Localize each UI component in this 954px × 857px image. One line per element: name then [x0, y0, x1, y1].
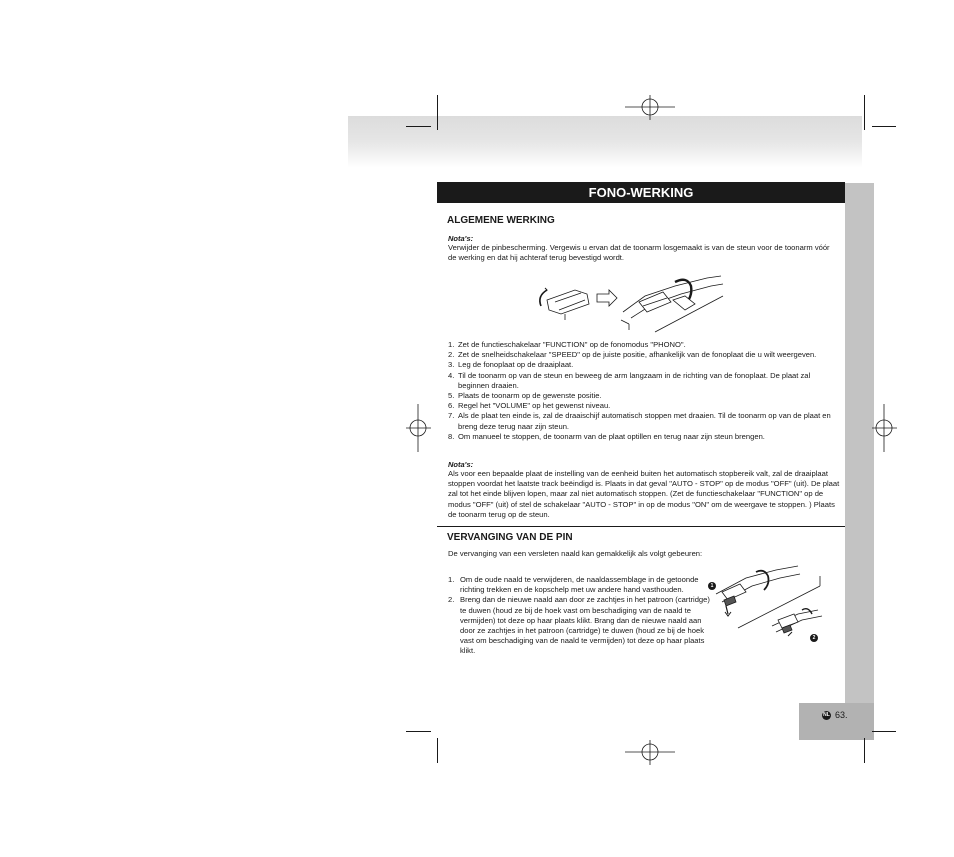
nota2-label: Nota's:: [448, 460, 474, 469]
section-title: FONO-WERKING: [437, 182, 845, 203]
list-item: 5. Plaats de toonarm op de gewenste positie.: [448, 391, 602, 401]
figure-label-1: 1: [710, 583, 714, 589]
section-divider: [437, 526, 845, 527]
nota-text: Verwijder de pinbescherming. Vergewis u ervan dat de toonarm losgemaakt is van de steun voor de toonarm vóór de werking en dat hij achteraf terug bevestigd wordt.: [448, 243, 830, 263]
tonearm-illustration: [535, 272, 725, 340]
nota-label: Nota's:: [448, 234, 474, 243]
list-item: 7. Als de plaat ten einde is, zal de draaischijf automatisch stoppen met draaien. Til de toonarm op van de plaat en breng deze terug naar zijn steun.: [448, 411, 831, 431]
list-item: 1. Zet de functieschakelaar "FUNCTION" op de fonomodus "PHONO".: [448, 340, 686, 349]
heading-replace: VERVANGING VAN DE PIN: [447, 532, 573, 543]
page-number: [822, 710, 848, 720]
needle-illustration: [706, 562, 828, 646]
nota2-text: Als voor een bepaalde plaat de instelling van de eenheid buiten het automatisch stopbereik valt, zal de draaiplaat stoppen voordat het laatste track beëindigd is. Plaats in dat geval "AUTO - STOP" op de modus "OFF" (uit). De plaat zal tot het einde blijven lopen, maar zal niet automatisch stoppen. (Zet de functieschakelaar "FUNCTION" op de modus "OFF" (uit) of stel de schakelaar "AUTO - STOP" in op de modus "ON" om de weergave te stoppen. ) Plaats de toonarm terug op de steun.: [448, 469, 840, 519]
general-steps: [448, 340, 840, 442]
replace-intro: De vervanging van een versleten naald kan gemakkelijk als volgt gebeuren:: [448, 549, 703, 558]
language-badge: NL: [823, 712, 830, 718]
list-item: 8. Om manueel te stoppen, de toonarm van de plaat optillen en terug naar zijn steun brengen.: [448, 431, 765, 441]
replace-steps: [448, 575, 716, 657]
list-item: 6. Regel het "VOLUME" op het gewenst niveau.: [448, 401, 611, 411]
list-item: 2. Zet de snelheidschakelaar "SPEED" op de juiste positie, afhankelijk van de fonoplaat die u wilt weergeven.: [448, 350, 817, 360]
page-number-text: 63.: [835, 710, 848, 720]
figure-label-2: 2: [812, 635, 816, 641]
heading-general: ALGEMENE WERKING: [447, 215, 555, 226]
list-item: 4. Til de toonarm op van de steun en beweeg de arm langzaam in de richting van de fonoplaat. De plaat zal beginnen draaien.: [448, 370, 811, 390]
list-item: 3. Leg de fonoplaat op de draaiplaat.: [448, 360, 574, 370]
list-item: 2. Breng dan de nieuwe naald aan door ze zachtjes in het patroon (cartridge) te duwen (houd ze bij de hoek vast om beschadiging van de naald te vermijden) tot deze op haar plaats klikt. Brang dan de nieuwe naald aan door ze zachtjes in het patroon (cartridge) te duwen (houd ze bij de hoek vast om beschadiging van de naald te vermijden) tot deze op haar plaats klikt.: [448, 595, 710, 656]
list-item: 1. Om de oude naald te verwijderen, de naaldassemblage in de getoonde richting trekken en de kopschelp met uw andere hand vasthouden.: [448, 575, 699, 595]
